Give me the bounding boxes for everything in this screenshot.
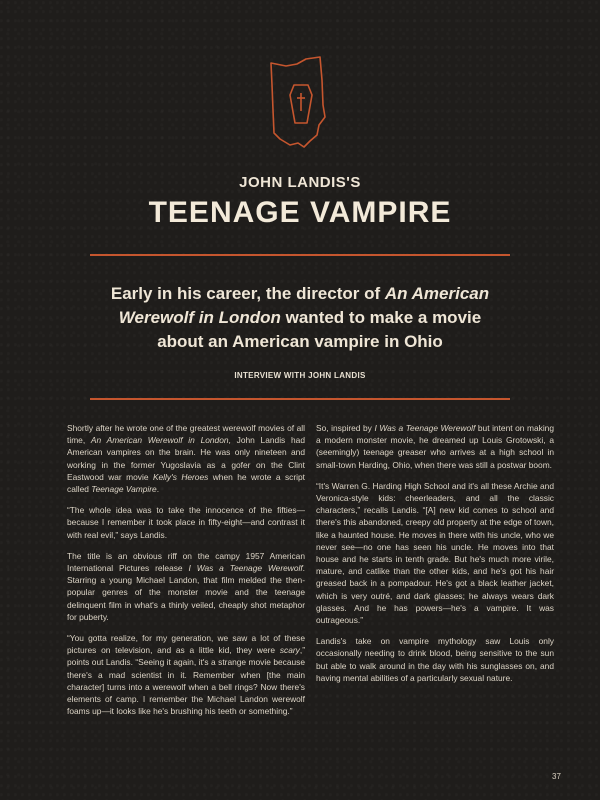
body-paragraph	[316, 480, 554, 626]
body-paragraph	[67, 632, 305, 717]
deck-part-2: wanted to make a movie about an American vampire in Ohio	[157, 308, 482, 351]
text-run: Landis's take on vampire mythology saw Louis only occasionally needing to drink blood, being sensitive to the sun but able to walk around in the day with his sunglasses on, and having mental abilities of a particularly sexual nature.	[316, 636, 554, 683]
italic-run: I Was a Teenage Werewolf	[374, 423, 476, 433]
text-run: “It's Warren G. Harding High School and it's all these Archie and Veronica-style kids: cheerleaders, and all the classic characters,” recalls Landis. “[A] new kid comes to school and there's this abandoned, creepy old property at the edge of town, like a haunted house. He moves in there with his uncle, who we never see—no one has seen his uncle. He moves into that house and he starts in tenth grade. But he's much more virile, mature, and catlike than the other kids, and he's got his hair greased back in a pompadour. He's got a black leather jacket, which is very outré, and dark glasses; he always wears dark glasses. And he has powers—he's a vampire. It was outrageous.”	[316, 480, 554, 626]
body-paragraph	[67, 504, 305, 541]
italic-run: Teenage Vampire	[91, 484, 157, 495]
text-run: . Starring a young Michael Landon, that film melded the then-popular genres of the monster movie and the teenage delinquent film in what's a thinly veiled, cheaply shot metaphor for puberty.	[67, 563, 305, 622]
top-divider	[90, 254, 510, 256]
text-run: , John Landis had American vampires on the brain. He was only nineteen and working in the former Yugoslavia as a gofer on the Clint Eastwood war movie	[67, 435, 305, 482]
byline: INTERVIEW WITH JOHN LANDIS	[234, 371, 366, 380]
ohio-map-icon	[271, 57, 325, 147]
ohio-coffin-logo	[266, 55, 336, 155]
bottom-divider	[90, 398, 510, 400]
text-run: So, inspired by	[316, 423, 375, 433]
italic-run: scary	[279, 645, 300, 656]
text-run: ,” points out Landis. “Seeing it again, it's a strange movie because there's a mad scientist in it. Remember when [the main character] turns into a werewolf when a bell rings? Now there's elements of camp. I remember the Michael Landon werewolf foams up—it looks like he's brushing his teeth or something.”	[67, 645, 305, 717]
text-run: “The whole idea was to take the innocence of the fifties—because I remember it took place in fifty-eight—and contrast it with real evil,” says Landis.	[67, 505, 305, 540]
text-run: when he wrote a script called	[67, 471, 305, 495]
right-column	[316, 422, 554, 693]
deck-film-title: An American Werewolf in London	[118, 284, 490, 327]
text-run: Shortly after he wrote one of the greatest werewolf movies of all time,	[67, 423, 305, 446]
text-run: “You gotta realize, for my generation, we saw a lot of these pictures on television, and as a little kid, they were	[67, 633, 305, 656]
page-number: 37	[552, 772, 561, 781]
body-paragraph	[316, 422, 554, 471]
italic-run: I Was a Teenage Werewolf	[188, 563, 303, 574]
body-paragraph	[316, 635, 554, 684]
italic-run: An American Werewolf in London	[90, 435, 229, 446]
body-paragraph	[67, 550, 305, 623]
italic-run: Kelly's Heroes	[152, 471, 209, 482]
page-title: TEENAGE VAMPIRE	[148, 196, 452, 229]
text-run: but intent on making a modern monster movie, he dreamed up Louis Grotowski, a (seemingly) teenage greaser who arrives at a high school in small-town Harding, Ohio, when there was still a postwar boom.	[316, 423, 554, 470]
text-run: .	[156, 484, 160, 495]
deck-text	[100, 282, 500, 354]
deck-part-1: Early in his career, the director of	[110, 284, 385, 303]
body-paragraph	[67, 422, 305, 495]
text-run: The title is an obvious riff on the campy 1957 American International Pictures release	[67, 550, 305, 574]
headline-kicker: JOHN LANDIS'S	[239, 174, 361, 191]
cross-icon	[297, 93, 305, 111]
left-column	[67, 422, 305, 726]
